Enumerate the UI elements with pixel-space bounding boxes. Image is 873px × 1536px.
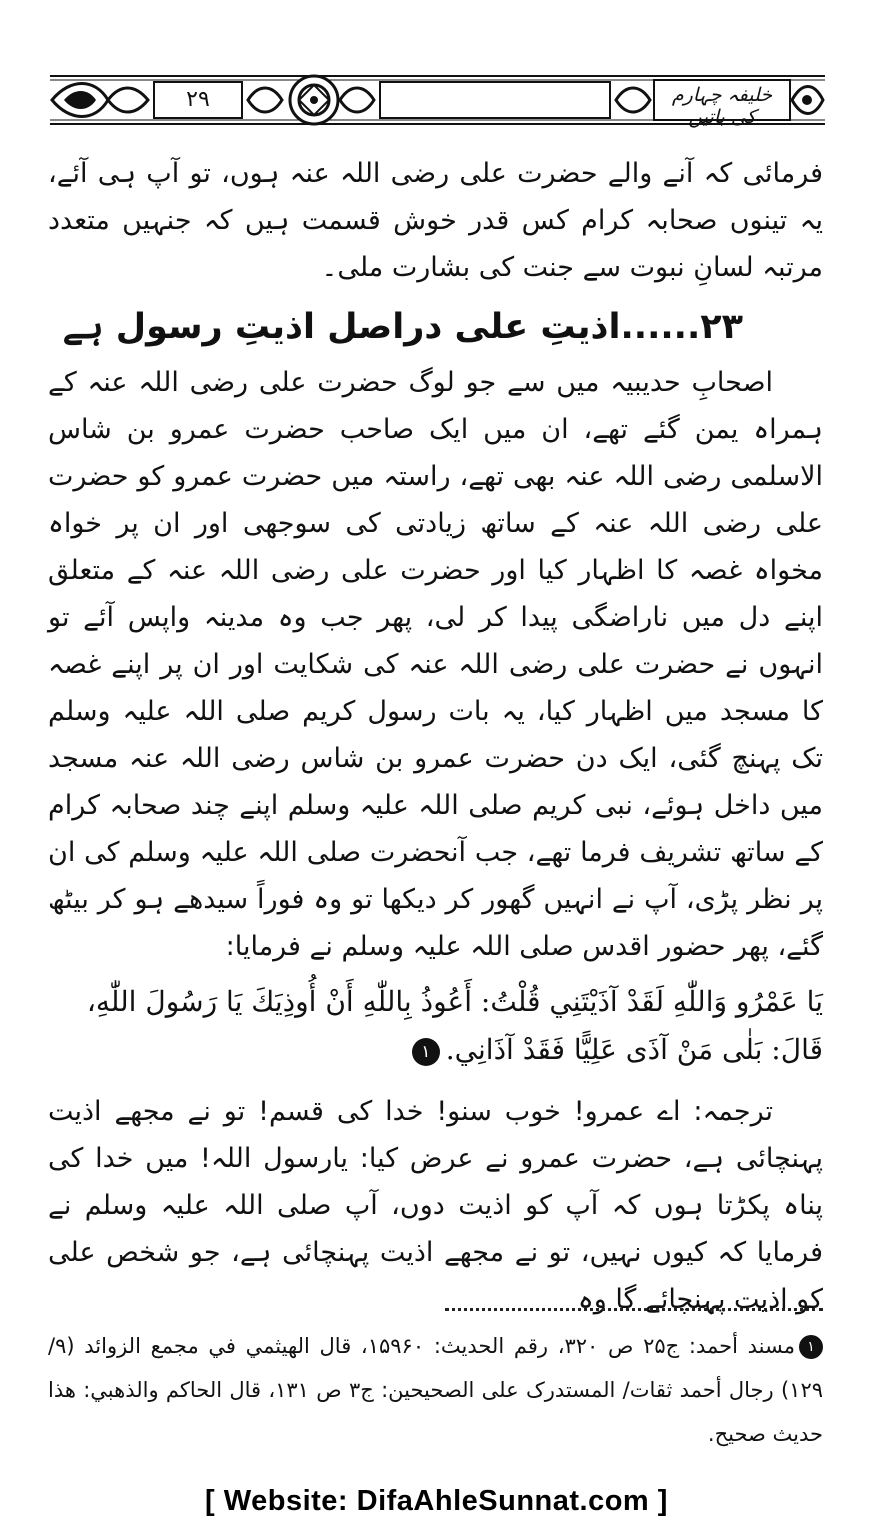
- website-watermark: [ Website: DifaAhleSunnat.com ]: [205, 1485, 668, 1517]
- page-number: ۲۹: [186, 87, 210, 112]
- running-head-title: خلیفہ چہارم کی باتیں: [671, 84, 773, 128]
- footnote-text: مسند أحمد: ج۲۵ ص ۳۲۰، رقم الحديث: ۱۵۹۶۰، قال الهيثمي في مجمع الزوائد (۹/ ۱۲۹) رجال أحمد ثقات/ المستدرک علی الصحيحين: ج۳ ص ۱۳۱، قال الحاکم والذهبي: هذا حديث صحيح.: [48, 1334, 824, 1446]
- footnote-marker-icon: ۱: [412, 1038, 440, 1066]
- translation-paragraph: ترجمہ: اے عمرو! خوب سنو! خدا کی قسم! تو نے مجھے اذیت پہنچائی ہے، حضرت عمرو نے عرض کیا: یارسول اللہ! میں خدا کی پناہ پکڑتا ہوں کہ آپ کو اذیت دوں، آپ صلی اللہ علیہ وسلم نے فرمایا کہ کیوں نہیں، تو نے مجھے اذیت پہنچائی ہے، جو شخص علی کو اذیت پہنچائے گا وہ: [48, 1096, 823, 1315]
- footnote: [48, 1324, 823, 1456]
- page-body: [48, 150, 823, 1323]
- section-heading: ۲۳......اذیتِ علی دراصل اذیتِ رسول ہے: [62, 307, 743, 347]
- ornamental-header: [50, 70, 825, 130]
- hadith-arabic-line-1: يَا عَمْرُو وَاللّٰهِ لَقَدْ آذَيْتَنِي قُلْتُ: أَعُوذُ بِاللّٰهِ أَنْ أُوذِيَكَ يَا رَسُولَ اللّٰهِ،: [86, 985, 823, 1018]
- hadith-arabic-text: قَالَ: بَلٰى مَنْ آذَى عَلِيًّا فَقَدْ آذَانِي.: [445, 1033, 823, 1066]
- hadith-arabic-line-2: [48, 1026, 823, 1074]
- intro-paragraph: فرمائی کہ آنے والے حضرت علی رضی اللہ عنہ ہوں، تو آپ ہی آئے، یہ تینوں صحابہ کرام کس قدر خوش قسمت ہیں کہ جنہیں متعدد مرتبہ لسانِ نبوت سے جنت کی بشارت ملی۔: [48, 158, 823, 283]
- story-paragraph: اصحابِ حدیبیہ میں سے جو لوگ حضرت علی رضی اللہ عنہ کے ہمراہ یمن گئے تھے، ان میں ایک صاحب حضرت عمرو بن شاس الاسلمی رضی اللہ عنہ بھی تھے، راستہ میں حضرت عمرو کو حضرت علی رضی اللہ عنہ کے ساتھ زیادتی کی سوجھی اور ان پر خواہ مخواہ غصہ کا اظہار کیا اور حضرت علی رضی اللہ عنہ کے متعلق اپنے دل میں ناراضگی پیدا کر لی، پھر جب وہ مدینہ واپس آئے تو انہوں نے حضرت علی رضی اللہ عنہ کی شکایت اور ان پر اپنے غصہ کا مسجد میں اظہار کیا، یہ بات رسول کریم صلی اللہ علیہ وسلم تک پہنچ گئی، ایک دن حضرت عمرو بن شاس رضی اللہ عنہ مسجد میں داخل ہوئے، نبی کریم صلی اللہ علیہ وسلم اپنے چند صحابہ کرام کے ساتھ تشریف فرما تھے، جب آنحضرت صلی اللہ علیہ وسلم کی ان پر نظر پڑی، آپ نے انہیں گھور کر دیکھا تو وہ فوراً سیدھے ہو کر بیٹھ گئے، پھر حضور اقدس صلی اللہ علیہ وسلم نے فرمایا:: [48, 367, 823, 962]
- footnote-number-icon: ۱: [799, 1335, 823, 1359]
- footnote-divider: [445, 1308, 823, 1311]
